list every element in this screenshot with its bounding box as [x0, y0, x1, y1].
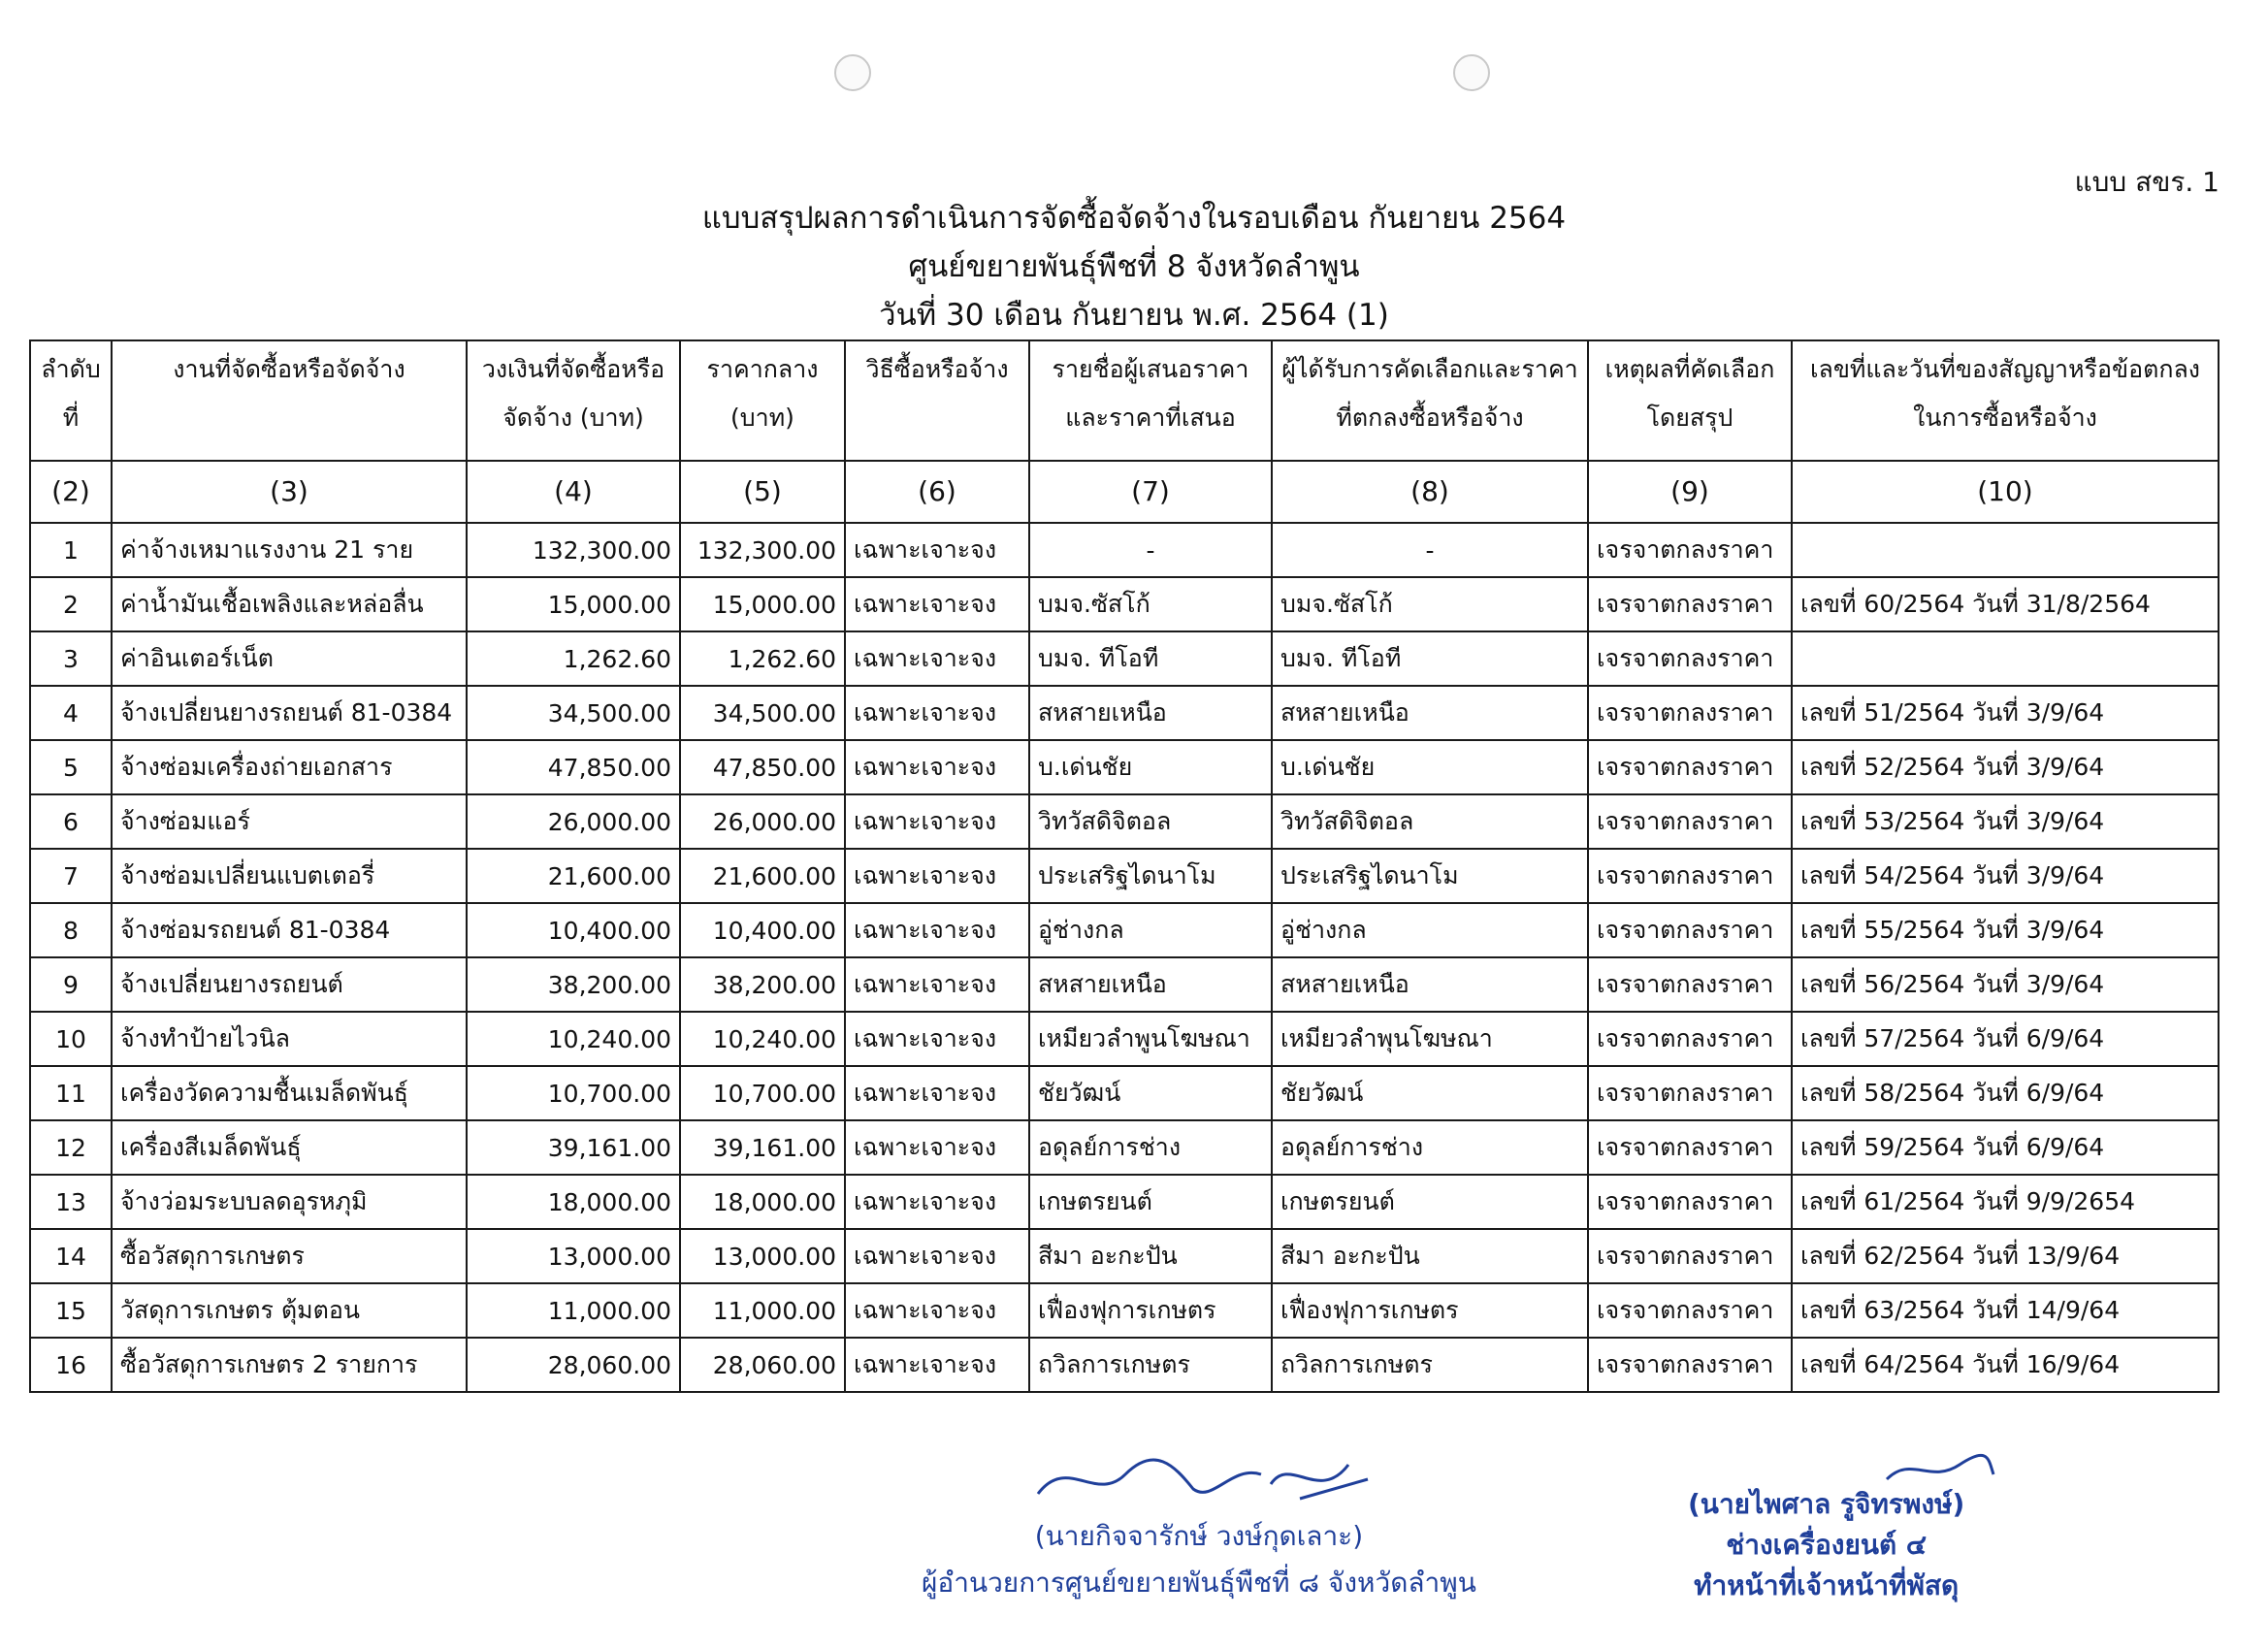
cell-no: 5	[30, 740, 112, 794]
cell-method: เฉพาะเจาะจง	[845, 1175, 1029, 1229]
procurement-table	[29, 340, 2219, 1393]
cell-budget: 47,850.00	[467, 740, 680, 794]
signer-position: ช่างเครื่องยนต์ ๔	[1726, 1529, 1928, 1561]
cell-bidder: บมจ.ซัสโก้	[1029, 577, 1272, 631]
cell-budget: 10,240.00	[467, 1012, 680, 1066]
cell-method: เฉพาะเจาะจง	[845, 1283, 1029, 1338]
cell-bidder: เหมียวลำพูนโฆษณา	[1029, 1012, 1272, 1066]
cell-budget: 18,000.00	[467, 1175, 680, 1229]
cell-item: เครื่องสีเมล็ดพันธุ์	[112, 1120, 467, 1175]
cell-contract: เลขที่ 56/2564 วันที่ 3/9/64	[1792, 957, 2219, 1012]
column-number: (7)	[1029, 461, 1272, 523]
cell-reason: เจรจาตกลงราคา	[1588, 740, 1792, 794]
cell-method: เฉพาะเจาะจง	[845, 686, 1029, 740]
cell-median-price: 1,262.60	[680, 631, 845, 686]
header-cell: รายชื่อผู้เสนอราคาและราคาที่เสนอ	[1029, 340, 1272, 461]
column-number: (3)	[112, 461, 467, 523]
table-row	[30, 957, 2219, 1012]
cell-item: ค่าน้ำมันเชื้อเพลิงและหล่อลื่น	[112, 577, 467, 631]
signature-left	[922, 1513, 1476, 1606]
punch-hole	[1453, 54, 1490, 91]
cell-budget: 10,700.00	[467, 1066, 680, 1120]
cell-winner: ชัยวัฒน์	[1272, 1066, 1588, 1120]
cell-bidder: ประเสริฐไดนาโม	[1029, 849, 1272, 903]
cell-contract: เลขที่ 52/2564 วันที่ 3/9/64	[1792, 740, 2219, 794]
cell-reason: เจรจาตกลงราคา	[1588, 903, 1792, 957]
cell-median-price: 38,200.00	[680, 957, 845, 1012]
title-line-3: วันที่ 30 เดือน กันยายน พ.ศ. 2564 (1)	[879, 298, 1389, 333]
cell-no: 13	[30, 1175, 112, 1229]
cell-contract: เลขที่ 58/2564 วันที่ 6/9/64	[1792, 1066, 2219, 1120]
cell-no: 10	[30, 1012, 112, 1066]
cell-winner: ถวิลการเกษตร	[1272, 1338, 1588, 1392]
cell-item: เครื่องวัดความชื้นเมล็ดพันธุ์	[112, 1066, 467, 1120]
signer-position: ผู้อำนวยการศูนย์ขยายพันธุ์พืชที่ ๘ จังหวัดลำพูน	[922, 1567, 1476, 1599]
table-row	[30, 740, 2219, 794]
cell-median-price: 26,000.00	[680, 794, 845, 849]
cell-method: เฉพาะเจาะจง	[845, 1066, 1029, 1120]
signature-right	[1688, 1484, 1964, 1606]
cell-item: วัสดุการเกษตร ตุ้มตอน	[112, 1283, 467, 1338]
cell-bidder: ถวิลการเกษตร	[1029, 1338, 1272, 1392]
cell-no: 14	[30, 1229, 112, 1283]
cell-reason: เจรจาตกลงราคา	[1588, 1229, 1792, 1283]
cell-method: เฉพาะเจาะจง	[845, 1120, 1029, 1175]
cell-reason: เจรจาตกลงราคา	[1588, 577, 1792, 631]
title-line-1: แบบสรุปผลการดำเนินการจัดซื้อจัดจ้างในรอบเดือน กันยายน 2564	[701, 201, 1567, 236]
header-cell: ลำดับที่	[30, 340, 112, 461]
cell-reason: เจรจาตกลงราคา	[1588, 1066, 1792, 1120]
cell-median-price: 34,500.00	[680, 686, 845, 740]
cell-method: เฉพาะเจาะจง	[845, 631, 1029, 686]
cell-contract: เลขที่ 55/2564 วันที่ 3/9/64	[1792, 903, 2219, 957]
column-number: (9)	[1588, 461, 1792, 523]
cell-bidder: เฟื่องฟุการเกษตร	[1029, 1283, 1272, 1338]
header-row	[30, 340, 2219, 461]
cell-item: ค่าจ้างเหมาแรงงาน 21 ราย	[112, 523, 467, 577]
cell-winner: สหสายเหนือ	[1272, 686, 1588, 740]
table-row	[30, 1283, 2219, 1338]
table-row	[30, 1338, 2219, 1392]
table-row	[30, 577, 2219, 631]
cell-no: 8	[30, 903, 112, 957]
header-cell: ราคากลาง (บาท)	[680, 340, 845, 461]
table-row	[30, 1066, 2219, 1120]
cell-bidder: บ.เด่นชัย	[1029, 740, 1272, 794]
cell-item: จ้างซ่อมเครื่องถ่ายเอกสาร	[112, 740, 467, 794]
cell-median-price: 18,000.00	[680, 1175, 845, 1229]
cell-no: 3	[30, 631, 112, 686]
cell-median-price: 10,240.00	[680, 1012, 845, 1066]
header-cell: งานที่จัดซื้อหรือจัดจ้าง	[112, 340, 467, 461]
cell-no: 2	[30, 577, 112, 631]
cell-contract: เลขที่ 59/2564 วันที่ 6/9/64	[1792, 1120, 2219, 1175]
cell-bidder: สหสายเหนือ	[1029, 686, 1272, 740]
cell-contract: เลขที่ 53/2564 วันที่ 3/9/64	[1792, 794, 2219, 849]
cell-winner: สีมา อะกะปัน	[1272, 1229, 1588, 1283]
cell-winner: เหมียวลำพุนโฆษณา	[1272, 1012, 1588, 1066]
table-row	[30, 1120, 2219, 1175]
cell-method: เฉพาะเจาะจง	[845, 957, 1029, 1012]
cell-contract: เลขที่ 64/2564 วันที่ 16/9/64	[1792, 1338, 2219, 1392]
cell-method: เฉพาะเจาะจง	[845, 523, 1029, 577]
cell-winner: ประเสริฐไดนาโม	[1272, 849, 1588, 903]
cell-median-price: 11,000.00	[680, 1283, 845, 1338]
cell-bidder: วิทวัสดิจิตอล	[1029, 794, 1272, 849]
cell-method: เฉพาะเจาะจง	[845, 1012, 1029, 1066]
cell-item: ซื้อวัสดุการเกษตร 2 รายการ	[112, 1338, 467, 1392]
column-number: (6)	[845, 461, 1029, 523]
header-cell: วิธีซื้อหรือจ้าง	[845, 340, 1029, 461]
cell-method: เฉพาะเจาะจง	[845, 1338, 1029, 1392]
table-row	[30, 794, 2219, 849]
cell-median-price: 10,700.00	[680, 1066, 845, 1120]
table-row	[30, 631, 2219, 686]
cell-item: จ้างซ่อมเปลี่ยนแบตเตอรี่	[112, 849, 467, 903]
table-row	[30, 686, 2219, 740]
cell-contract: เลขที่ 63/2564 วันที่ 14/9/64	[1792, 1283, 2219, 1338]
cell-winner: -	[1272, 523, 1588, 577]
punch-hole	[834, 54, 871, 91]
cell-item: จ้างว่อมระบบลดอุรหภุมิ	[112, 1175, 467, 1229]
cell-reason: เจรจาตกลงราคา	[1588, 1283, 1792, 1338]
cell-median-price: 28,060.00	[680, 1338, 845, 1392]
cell-method: เฉพาะเจาะจง	[845, 577, 1029, 631]
cell-method: เฉพาะเจาะจง	[845, 1229, 1029, 1283]
cell-method: เฉพาะเจาะจง	[845, 740, 1029, 794]
cell-median-price: 132,300.00	[680, 523, 845, 577]
cell-method: เฉพาะเจาะจง	[845, 903, 1029, 957]
cell-no: 1	[30, 523, 112, 577]
cell-reason: เจรจาตกลงราคา	[1588, 794, 1792, 849]
cell-median-price: 13,000.00	[680, 1229, 845, 1283]
table-row	[30, 1012, 2219, 1066]
signer-name: (นายไพศาล รูจิทรพงษ์)	[1688, 1488, 1965, 1520]
cell-item: จ้างเปลี่ยนยางรถยนต์	[112, 957, 467, 1012]
cell-budget: 39,161.00	[467, 1120, 680, 1175]
cell-budget: 132,300.00	[467, 523, 680, 577]
cell-winner: สหสายเหนือ	[1272, 957, 1588, 1012]
cell-bidder: บมจ. ทีโอที	[1029, 631, 1272, 686]
cell-winner: บมจ. ทีโอที	[1272, 631, 1588, 686]
cell-item: ซื้อวัสดุการเกษตร	[112, 1229, 467, 1283]
cell-winner: บ.เด่นชัย	[1272, 740, 1588, 794]
cell-contract: เลขที่ 61/2564 วันที่ 9/9/2654	[1792, 1175, 2219, 1229]
cell-method: เฉพาะเจาะจง	[845, 849, 1029, 903]
signature-scribble-icon	[1882, 1450, 1998, 1489]
cell-winner: อดุลย์การช่าง	[1272, 1120, 1588, 1175]
cell-no: 15	[30, 1283, 112, 1338]
cell-budget: 34,500.00	[467, 686, 680, 740]
cell-winner: บมจ.ซัสโก้	[1272, 577, 1588, 631]
cell-budget: 28,060.00	[467, 1338, 680, 1392]
signature-area	[0, 1455, 2268, 1649]
table-row	[30, 1175, 2219, 1229]
cell-bidder: สีมา อะกะปัน	[1029, 1229, 1272, 1283]
cell-bidder: ชัยวัฒน์	[1029, 1066, 1272, 1120]
header-cell: ผู้ได้รับการคัดเลือกและราคาที่ตกลงซื้อหรือจ้าง	[1272, 340, 1588, 461]
cell-budget: 10,400.00	[467, 903, 680, 957]
cell-item: จ้างเปลี่ยนยางรถยนต์ 81-0384	[112, 686, 467, 740]
cell-contract: เลขที่ 60/2564 วันที่ 31/8/2564	[1792, 577, 2219, 631]
table-row	[30, 903, 2219, 957]
cell-budget: 26,000.00	[467, 794, 680, 849]
cell-no: 11	[30, 1066, 112, 1120]
cell-reason: เจรจาตกลงราคา	[1588, 849, 1792, 903]
cell-bidder: อู่ช่างกล	[1029, 903, 1272, 957]
table-row	[30, 1229, 2219, 1283]
cell-item: จ้างทำป้ายไวนิล	[112, 1012, 467, 1066]
cell-no: 7	[30, 849, 112, 903]
cell-reason: เจรจาตกลงราคา	[1588, 1012, 1792, 1066]
cell-item: จ้างซ่อมแอร์	[112, 794, 467, 849]
cell-bidder: -	[1029, 523, 1272, 577]
column-number: (8)	[1272, 461, 1588, 523]
cell-reason: เจรจาตกลงราคา	[1588, 957, 1792, 1012]
cell-median-price: 39,161.00	[680, 1120, 845, 1175]
cell-contract	[1792, 523, 2219, 577]
cell-reason: เจรจาตกลงราคา	[1588, 686, 1792, 740]
cell-reason: เจรจาตกลงราคา	[1588, 523, 1792, 577]
cell-method: เฉพาะเจาะจง	[845, 794, 1029, 849]
header-cell: วงเงินที่จัดซื้อหรือจัดจ้าง (บาท)	[467, 340, 680, 461]
cell-no: 6	[30, 794, 112, 849]
cell-contract: เลขที่ 62/2564 วันที่ 13/9/64	[1792, 1229, 2219, 1283]
cell-winner: เฟื่องฟุการเกษตร	[1272, 1283, 1588, 1338]
column-number: (2)	[30, 461, 112, 523]
table-body	[30, 523, 2219, 1392]
cell-budget: 11,000.00	[467, 1283, 680, 1338]
cell-no: 16	[30, 1338, 112, 1392]
title-block	[0, 194, 2268, 340]
cell-reason: เจรจาตกลงราคา	[1588, 1175, 1792, 1229]
cell-budget: 38,200.00	[467, 957, 680, 1012]
cell-median-price: 21,600.00	[680, 849, 845, 903]
cell-item: จ้างซ่อมรถยนต์ 81-0384	[112, 903, 467, 957]
header-cell: เหตุผลที่คัดเลือกโดยสรุป	[1588, 340, 1792, 461]
cell-budget: 15,000.00	[467, 577, 680, 631]
cell-contract: เลขที่ 51/2564 วันที่ 3/9/64	[1792, 686, 2219, 740]
header-cell: เลขที่และวันที่ของสัญญาหรือข้อตกลงในการซื้อหรือจ้าง	[1792, 340, 2219, 461]
title-line-2: ศูนย์ขยายพันธุ์พืชที่ 8 จังหวัดลำพูน	[908, 249, 1360, 284]
table-row	[30, 523, 2219, 577]
signer-name: (นายกิจจารักษ์ วงษ์กุดเลาะ)	[1034, 1520, 1364, 1552]
cell-reason: เจรจาตกลงราคา	[1588, 1338, 1792, 1392]
cell-budget: 13,000.00	[467, 1229, 680, 1283]
cell-bidder: อดุลย์การช่าง	[1029, 1120, 1272, 1175]
cell-reason: เจรจาตกลงราคา	[1588, 1120, 1792, 1175]
cell-no: 12	[30, 1120, 112, 1175]
cell-bidder: เกษตรยนต์	[1029, 1175, 1272, 1229]
cell-median-price: 10,400.00	[680, 903, 845, 957]
signer-position: ทำหน้าที่เจ้าหน้าที่พัสดุ	[1694, 1569, 1960, 1601]
cell-contract: เลขที่ 57/2564 วันที่ 6/9/64	[1792, 1012, 2219, 1066]
signature-scribble-icon	[1028, 1445, 1377, 1513]
cell-winner: วิทวัสดิจิตอล	[1272, 794, 1588, 849]
column-number-row	[30, 461, 2219, 523]
cell-bidder: สหสายเหนือ	[1029, 957, 1272, 1012]
column-number: (4)	[467, 461, 680, 523]
form-code: แบบ สขร. 1	[2074, 166, 2219, 198]
cell-winner: อู่ช่างกล	[1272, 903, 1588, 957]
column-number: (10)	[1792, 461, 2219, 523]
table-row	[30, 849, 2219, 903]
cell-no: 4	[30, 686, 112, 740]
cell-contract: เลขที่ 54/2564 วันที่ 3/9/64	[1792, 849, 2219, 903]
cell-winner: เกษตรยนต์	[1272, 1175, 1588, 1229]
cell-budget: 1,262.60	[467, 631, 680, 686]
cell-budget: 21,600.00	[467, 849, 680, 903]
cell-no: 9	[30, 957, 112, 1012]
cell-median-price: 15,000.00	[680, 577, 845, 631]
cell-median-price: 47,850.00	[680, 740, 845, 794]
column-number: (5)	[680, 461, 845, 523]
cell-reason: เจรจาตกลงราคา	[1588, 631, 1792, 686]
cell-item: ค่าอินเตอร์เน็ต	[112, 631, 467, 686]
cell-contract	[1792, 631, 2219, 686]
